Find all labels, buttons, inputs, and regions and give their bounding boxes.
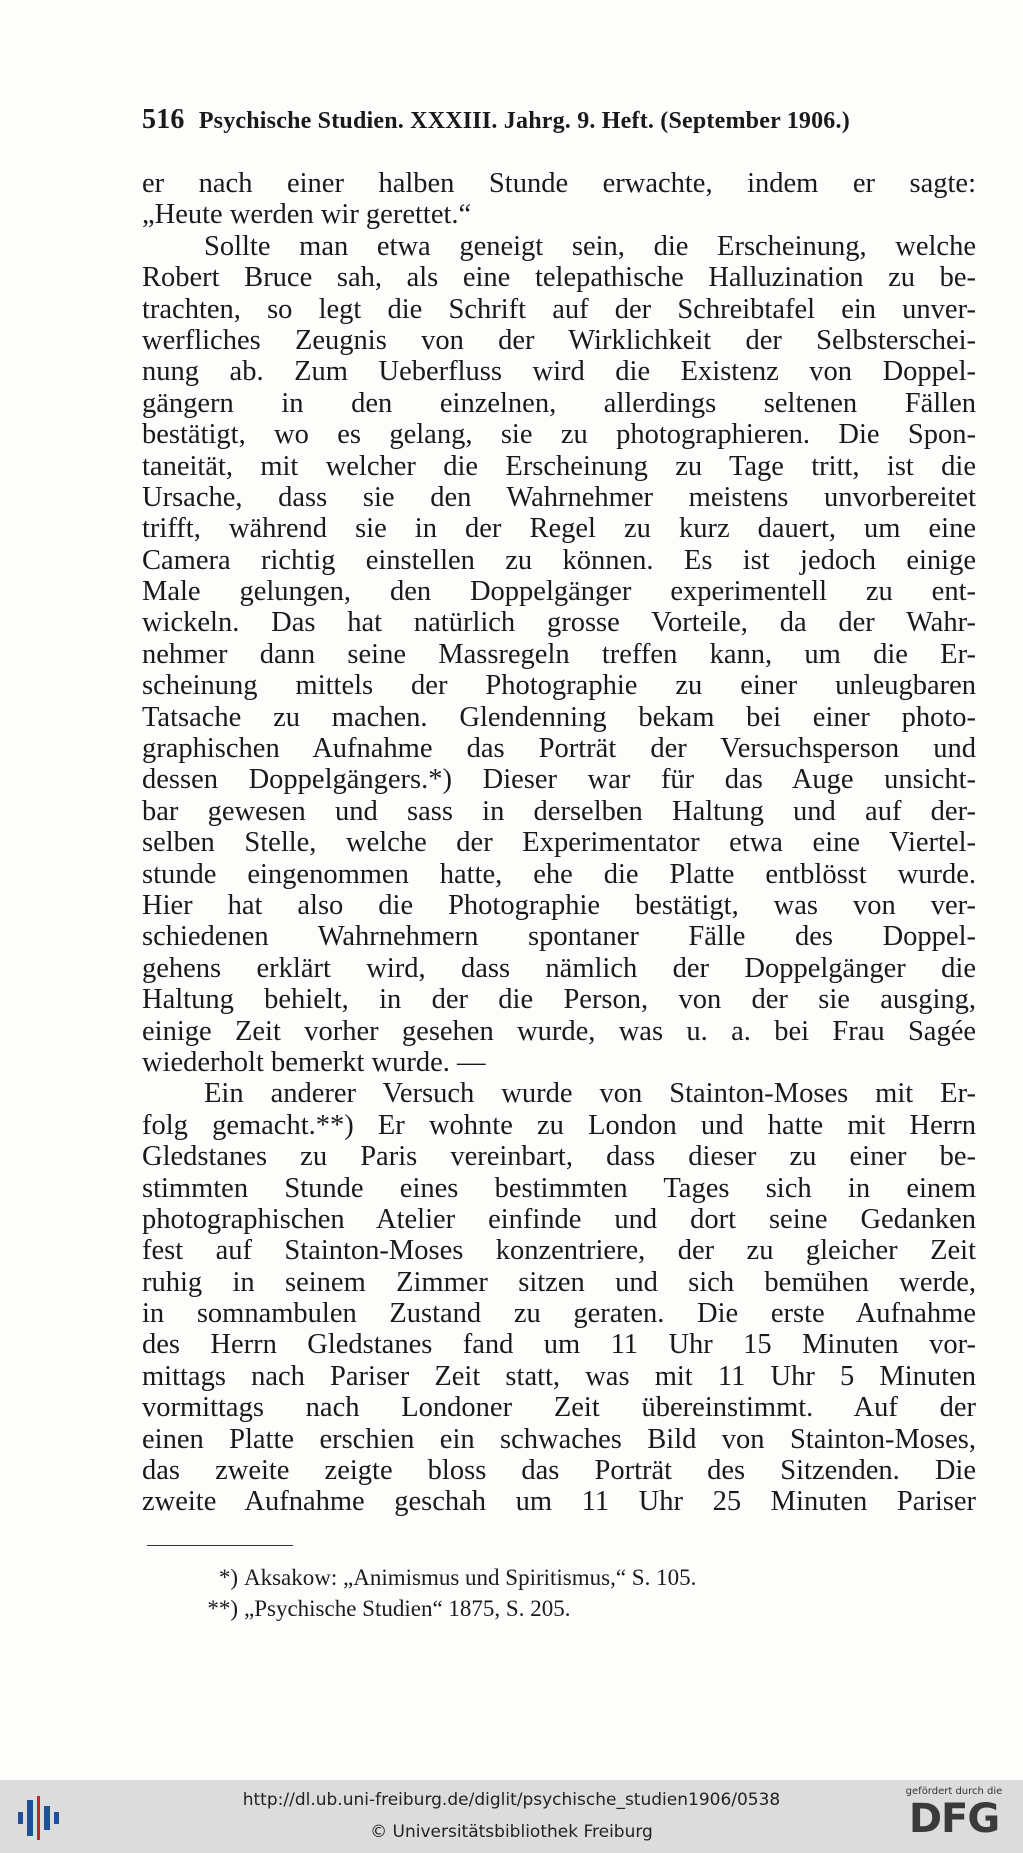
text-line: das zweite zeigte bloss das Porträt des Sitzenden. Die	[142, 1455, 976, 1487]
copyright-notice: © Universitätsbibliothek Freiburg	[370, 1822, 653, 1842]
text-line: einen Platte erschien ein schwaches Bild von Stainton-Moses,	[142, 1423, 976, 1455]
text-line: gehens erklärt wird, dass nämlich der Doppelgänger die	[142, 952, 976, 984]
text-line: Haltung behielt, in der die Person, von der sie ausging,	[142, 984, 976, 1016]
text-line: scheinung mittels der Photographie zu einer unleugbaren	[142, 670, 976, 702]
text-line: des Herrn Gledstanes fand um 11 Uhr 15 Minuten vor-	[142, 1329, 976, 1361]
text-line: „Heute werden wir gerettet.“	[142, 199, 472, 231]
text-line: wiederholt bemerkt wurde. —	[142, 1046, 486, 1078]
text-line: werfliches Zeugnis von der Wirklichkeit der Selbsterschei-	[142, 324, 976, 356]
dfg-caption: gefördert durch die	[905, 1786, 1003, 1797]
running-title: Psychische Studien. XXXIII. Jahrg. 9. Heft. (September 1906.)	[198, 108, 850, 134]
viewer-footer-bar	[0, 1780, 1023, 1853]
text-line: trachten, so legt die Schrift auf der Schreibtafel ein unver-	[142, 293, 976, 325]
text-line: graphischen Aufnahme das Porträt der Versuchsperson und	[142, 733, 976, 765]
footnote	[190, 1593, 890, 1624]
text-line: vormittags nach Londoner Zeit übereinstimmt. Auf der	[142, 1392, 976, 1424]
text-line: nung ab. Zum Ueberfluss wird die Existenz von Doppel-	[142, 356, 976, 388]
text-line: stunde eingenommen hatte, ehe die Platte entblösst wurde.	[142, 858, 976, 890]
text-line: wickeln. Das hat natürlich grosse Vorteile, da der Wahr-	[142, 607, 976, 639]
dfg-wordmark: DFG	[908, 1796, 1000, 1842]
text-line: bar gewesen und sass in derselben Haltung und auf der-	[142, 795, 976, 827]
footnote-text: „Psychische Studien“ 1875, S. 205.	[244, 1596, 571, 1621]
text-line: Gledstanes zu Paris vereinbart, dass dieser zu einer be-	[142, 1141, 976, 1173]
footnote-mark: **)	[207, 1596, 238, 1621]
text-line: er nach einer halben Stunde erwachte, indem er sagte:	[142, 168, 976, 199]
text-line: schiedenen Wahrnehmern spontaner Fälle des Doppel-	[142, 921, 976, 953]
text-line: zweite Aufnahme geschah um 11 Uhr 25 Minuten Pariser	[142, 1486, 976, 1518]
text-line: mittags nach Pariser Zeit statt, was mit 11 Uhr 5 Minuten	[142, 1360, 976, 1392]
text-line: photographischen Atelier einfinde und dort seine Gedanken	[142, 1203, 976, 1235]
text-line: taneität, mit welcher die Erscheinung zu Tage tritt, ist die	[142, 450, 976, 482]
text-line: stimmten Stunde eines bestimmten Tages sich in einem	[142, 1172, 976, 1204]
footnote-mark: *)	[218, 1565, 238, 1590]
text-line: Tatsache zu machen. Glendenning bekam bei einer photo-	[142, 701, 976, 733]
text-line: trifft, während sie in der Regel zu kurz dauert, um eine	[142, 513, 976, 545]
footnote	[190, 1562, 890, 1593]
text-line: dessen Doppelgängers.*) Dieser war für das Auge unsicht-	[142, 764, 976, 796]
text-line: in somnambulen Zustand zu geraten. Die erste Aufnahme	[142, 1298, 976, 1330]
text-line: ruhig in seinem Zimmer sitzen und sich bemühen werde,	[142, 1266, 976, 1298]
page-number: 516	[142, 104, 185, 135]
running-header	[142, 104, 972, 136]
text-line: Ursache, dass sie den Wahrnehmer meistens unvorbereitet	[142, 481, 976, 513]
text-line: selben Stelle, welche der Experimentator etwa eine Viertel-	[142, 827, 976, 859]
text-line: fest auf Stainton-Moses konzentriere, der zu gleicher Zeit	[142, 1235, 976, 1267]
text-line: Sollte man etwa geneigt sein, die Erscheinung, welche	[204, 230, 976, 262]
text-line: Male gelungen, den Doppelgänger experimentell zu ent-	[142, 576, 976, 608]
text-line: einige Zeit vorher gesehen wurde, was u. a. bei Frau Sagée	[142, 1015, 976, 1047]
footnote-divider	[147, 1545, 293, 1546]
text-line: bestätigt, wo es gelang, sie zu photographieren. Die Spon-	[142, 419, 976, 451]
body-text	[142, 168, 976, 1518]
text-line: nehmer dann seine Massregeln treffen kann, um die Er-	[142, 638, 976, 670]
text-line: Hier hat also die Photographie bestätigt, was von ver-	[142, 889, 976, 921]
text-line: Ein anderer Versuch wurde von Stainton-Moses mit Er-	[204, 1078, 976, 1110]
footnote-text: Aksakow: „Animismus und Spiritismus,“ S. 105.	[244, 1565, 697, 1590]
dfg-logo[interactable]	[895, 1786, 1013, 1848]
text-line: gängern in den einzelnen, allerdings seltenen Fällen	[142, 387, 976, 419]
permalink-url[interactable]: http://dl.ub.uni-freiburg.de/diglit/psychische_studien1906/0538	[242, 1790, 781, 1810]
footnotes	[190, 1562, 890, 1624]
text-line: Robert Bruce sah, als eine telepathische Halluzination zu be-	[142, 262, 976, 294]
text-line: folg gemacht.**) Er wohnte zu London und hatte mit Herrn	[142, 1109, 976, 1141]
text-line: Camera richtig einstellen zu können. Es ist jedoch einige	[142, 544, 976, 576]
